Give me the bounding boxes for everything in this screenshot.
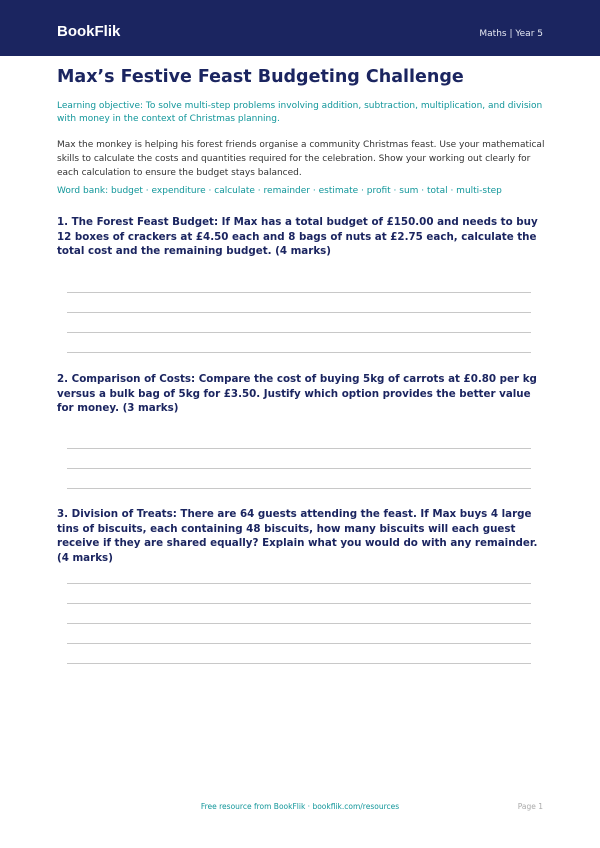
answer-line[interactable] xyxy=(67,468,531,469)
answer-line[interactable] xyxy=(67,603,531,604)
answer-line[interactable] xyxy=(67,352,531,353)
intro-paragraph: Max the monkey is helping his forest friends organise a community Christmas feast. Use your mathematical skills to calculate the costs and quantities required for the celebration. Show your working out clearly for each calculation to ensure the budget stays balanced. xyxy=(57,140,545,178)
answer-line[interactable] xyxy=(67,448,531,449)
question-2: 2. Comparison of Costs: Compare the cost of buying 5kg of carrots at £0.80 per kg versus a bulk bag of 5kg for £3.50. Justify which option provides the better value for money. (3 marks) xyxy=(57,373,537,414)
page-number: Page 1 xyxy=(517,802,543,811)
answer-line[interactable] xyxy=(67,643,531,644)
answer-line[interactable] xyxy=(67,663,531,664)
answer-line[interactable] xyxy=(67,332,531,333)
footer-source-link[interactable]: Free resource from BookFlik · bookflik.com/resources xyxy=(200,802,400,811)
brand-logo[interactable]: BookFlik xyxy=(57,23,121,40)
question-3: 3. Division of Treats: There are 64 guests attending the feast. If Max buys 4 large tins of biscuits, each containing 48 biscuits, how many biscuits will each guest receive if they are shared equally? Explain what you would do with any remainder. (4 marks) xyxy=(57,508,538,564)
answer-line[interactable] xyxy=(67,583,531,584)
answer-line[interactable] xyxy=(67,488,531,489)
word-bank: Word bank: budget · expenditure · calculate · remainder · estimate · profit · sum · total · multi-step xyxy=(57,186,502,196)
page-title: Max’s Festive Feast Budgeting Challenge xyxy=(57,67,464,87)
question-1: 1. The Forest Feast Budget: If Max has a total budget of £150.00 and needs to buy 12 boxes of crackers at £4.50 each and 8 bags of nuts at £2.75 each, calculate the total cost and the remaining budget. (4 marks) xyxy=(57,216,538,257)
learning-objective: Learning objective: To solve multi-step problems involving addition, subtraction, multiplication, and division with money in the context of Christmas planning. xyxy=(57,101,543,124)
answer-line[interactable] xyxy=(67,623,531,624)
subject-year-info: Maths | Year 5 xyxy=(479,29,543,39)
header-bar xyxy=(0,0,600,56)
answer-line[interactable] xyxy=(67,312,531,313)
answer-line[interactable] xyxy=(67,292,531,293)
